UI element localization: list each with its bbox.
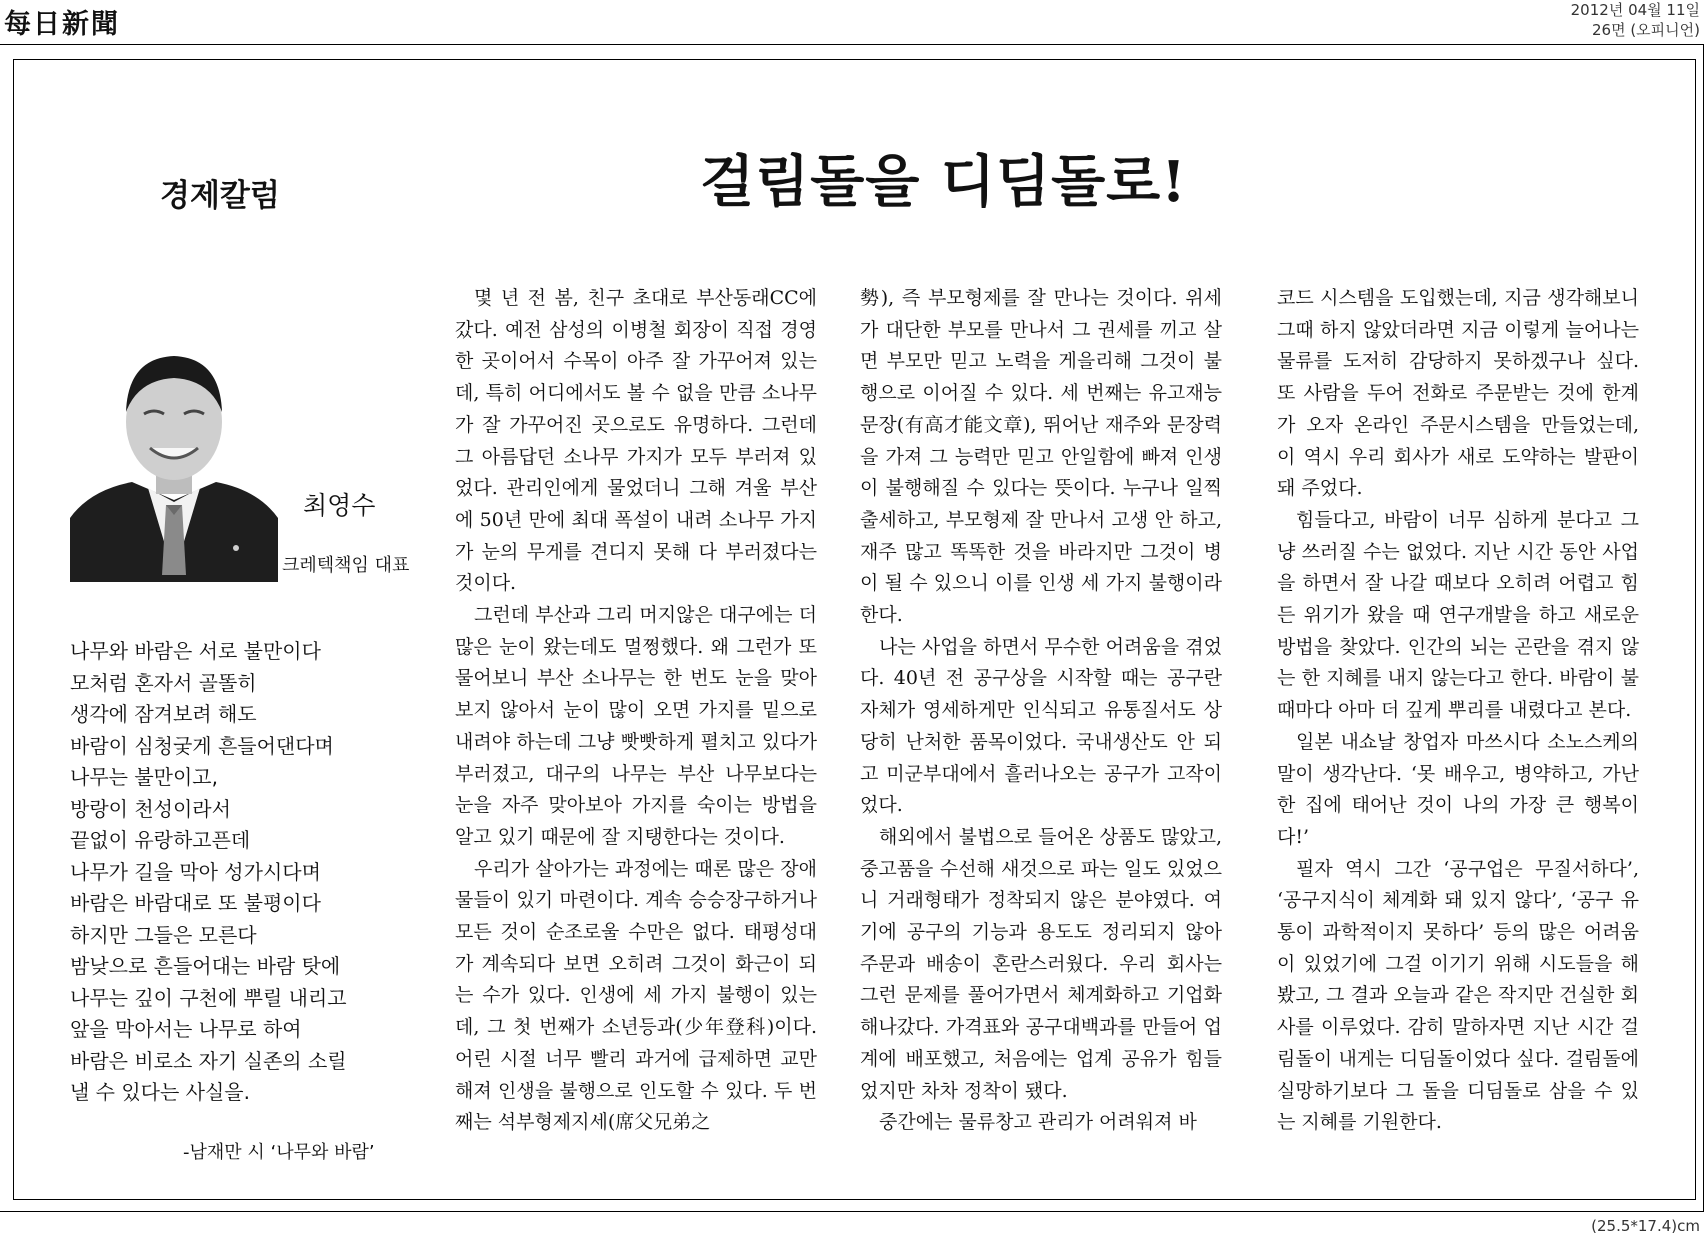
size-note: (25.5*17.4)cm [1591,1217,1700,1235]
article-column-1 [455,283,817,1139]
article-paragraph: 중간에는 물류창고 관리가 어려워져 바 [879,1111,1197,1134]
article-column-2 [860,283,1222,1139]
article-paragraph: 필자 역시 그간 ‘공구업은 무질서하다’, ‘공구지식이 체계화 돼 있지 않다’, ‘공구 유통이 과학적이지 못하다’ 등의 많은 어려움이 있었기에 그걸 이기기 위해 시도들을 해봤고, 그 결과 오늘과 같은 작지만 건실한 회사를 이루었다. 감히 말하자면 지난 시간 걸림돌이 내게는 디딤돌이었다 싶다. 걸림돌에 실망하기보다 그 돌을 디딤돌로 삼을 수 있는 지혜를 기원한다. [1277,857,1639,1134]
page-section: 26면 (오피니언) [1591,21,1700,39]
author-name: 최영수 [303,491,376,520]
epigraph-poem [70,636,347,1109]
article-paragraph: 해외에서 불법으로 들어온 상품도 많았고, 중고품을 수선해 새것으로 파는 일도 있었으니 거래형태가 정착되지 않은 분야였다. 여기에 공구의 기능과 용도도 정리되지 않아 주문과 배송이 혼란스러웠다. 우리 회사는 그런 문제를 풀어가면서 체계화하고 기업화해나갔다. 가격표와 공구대백과를 만들어 업계에 배포했고, 처음에는 업계 공유가 힘들었지만 차차 정착이 됐다. [860,825,1222,1102]
poem-line: 나무가 길을 막아 성가시다며 [70,859,321,884]
dateline [1571,0,1700,40]
section-label: 경제칼럼 [160,178,280,214]
poem-line: 끝없이 유랑하고픈데 [70,828,251,852]
masthead-logo-text: 每日新聞 [4,9,120,40]
article-paragraph: 몇 년 전 봄, 친구 초대로 부산동래CC에 갔다. 예전 삼성의 이병철 회장이 직접 경영한 곳이어서 수목이 아주 잘 가꾸어져 있는데, 특히 어디에서도 볼 수 없을 만큼 소나무가 잘 가꾸어진 곳으로도 유명하다. 그런데 그 아름답던 소나무 가지가 모두 부러져 있었다. 관리인에게 물었더니 그해 겨울 부산에 50년 만에 최대 폭설이 내려 소나무 가지가 눈의 무게를 견디지 못해 다 부러졌다는 것이다. [455,287,817,595]
article-paragraph: 우리가 살아가는 과정에는 때론 많은 장애물들이 있기 마련이다. 계속 승승장구하거나 모든 것이 순조로울 수만은 없다. 태평성대가 계속되다 보면 오히려 그것이 화근이 되는 수가 있다. 인생에 세 가지 불행이 있는데, 그 첫 번째가 소년등과(少年登科)이다. 어린 시절 너무 빨리 과거에 급제하면 교만해져 인생을 불행으로 인도할 수 있다. 두 번째는 석부형제지세(席父兄弟之 [455,857,817,1134]
poem-line: 모처럼 혼자서 골똘히 [70,670,257,695]
poem-line: 바람은 바람대로 또 불평이다 [70,891,321,915]
article-paragraph: 일본 내쇼날 창업자 마쓰시다 소노스케의 말이 생각난다. ‘못 배우고, 병약하고, 가난한 집에 태어난 것이 나의 가장 큰 행복이다!’ [1277,730,1639,848]
article-paragraph: 힘들다고, 바람이 너무 심하게 분다고 그냥 쓰러질 수는 없었다. 지난 시간 동안 사업을 하면서 잘 나갈 때보다 오히려 어렵고 힘든 위기가 왔을 때 연구개발을 하고 새로운 방법을 찾았다. 인간의 뇌는 곤란을 겪지 않는 한 지혜를 내지 않는다고 한다. 바람이 불 때마다 아마 더 깊게 뿌리를 내렸다고 본다. [1277,508,1639,722]
poem-line: 바람은 비로소 자기 실존의 소릴 [70,1048,347,1073]
author-title: 크레텍책임 대표 [282,555,410,576]
article-paragraph: 勢), 즉 부모형제를 잘 만나는 것이다. 위세가 대단한 부모를 만나서 그 권세를 끼고 살면 부모만 믿고 노력을 게을리해 그것이 불행으로 이어질 수 있다. 세 번째는 유고재능문장(有高才能文章), 뛰어난 재주와 문장력을 가져 그 능력만 믿고 안일함에 빠져 인생이 불행해질 수 있다는 뜻이다. 누구나 일찍 출세하고, 부모형제 잘 만나서 고생 안 하고, 재주 많고 똑똑한 것을 바라지만 그것이 병이 될 수 있으니 이를 인생 세 가지 불행이라 한다. [860,287,1222,627]
poem-line: 앞을 막아서는 나무로 하여 [70,1017,302,1041]
article-column-3 [1277,283,1639,1139]
poem-line: 하지만 그들은 모른다 [70,922,257,947]
poem-credit: -남재만 시 ‘나무와 바람’ [183,1142,375,1163]
article-paragraph: 나는 사업을 하면서 무수한 어려움을 겪었다. 40년 전 공구상을 시작할 때는 공구란 자체가 영세하게만 인식되고 유통질서도 상당히 난처한 품목이었다. 국내생산도 안 되고 미군부대에서 흘러나오는 공구가 고작이었다. [860,635,1222,817]
article-paragraph: 코드 시스템을 도입했는데, 지금 생각해보니 그때 하지 않았더라면 지금 이렇게 늘어나는 물류를 도저히 감당하지 못하겠구나 싶다. 또 사람을 두어 전화로 주문받는 것에 한계가 오자 온라인 주문시스템을 만들었는데, 이 역시 우리 회사가 새로 도약하는 발판이 돼 주었다. [1277,287,1639,500]
article-paragraph: 그런데 부산과 그리 머지않은 대구에는 더 많은 눈이 왔는데도 멀쩡했다. 왜 그런가 또 물어보니 부산 소나무는 한 번도 눈을 맞아보지 않아서 눈이 많이 오면 가지를 밑으로 내려야 하는데 그냥 빳빳하게 펼치고 있다가 부러졌고, 대구의 나무는 부산 나무보다는 눈을 자주 맞아보아 가지를 숙이는 방법을 알고 있기 때문에 잘 지탱한다는 것이다. [455,604,817,848]
publication-date: 2012년 04월 11일 [1570,1,1700,19]
poem-line: 밤낮으로 흔들어대는 바람 탓에 [70,954,341,978]
newspaper-masthead [0,0,150,40]
poem-line: 방랑이 천성이라서 [70,796,231,821]
author-portrait-image [70,340,278,582]
author-photo [70,340,278,582]
poem-line: 생각에 잠겨보려 해도 [70,702,257,726]
poem-line: 나무는 깊이 구천에 뿌릴 내리고 [70,985,347,1010]
poem-line: 나무와 바람은 서로 불만이다 [70,639,321,663]
poem-line: 낼 수 있다는 사실을. [70,1080,250,1104]
poem-line: 나무는 불만이고, [70,765,218,789]
headline: 걸림돌을 디딤돌로! [700,149,1187,215]
poem-line: 바람이 심청궂게 흔들어댄다며 [70,733,334,758]
